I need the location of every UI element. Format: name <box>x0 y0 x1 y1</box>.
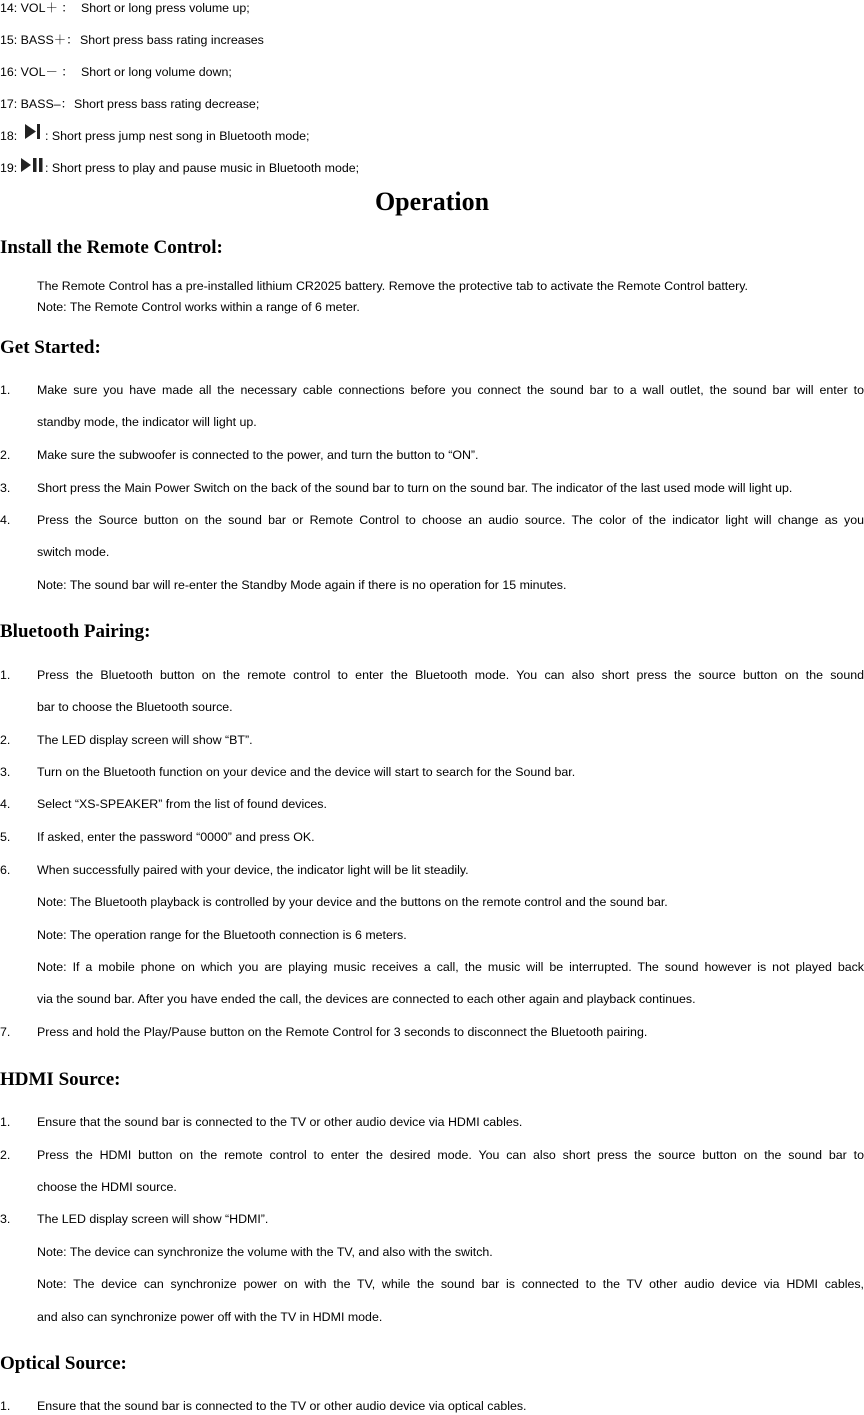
list-text: Make sure you have made all the necessary cable connections before you connect the sound bar to a wall outlet, the sound bar will enter to <box>37 383 864 397</box>
section-heading-optical: Optical Source: <box>0 1353 127 1374</box>
list-number: 3. <box>0 765 11 779</box>
list-number: 1. <box>0 383 11 397</box>
note-text: Note: The sound bar will re-enter the Standby Mode again if there is no operation for 15 minutes. <box>37 578 567 592</box>
list-text: The LED display screen will show “BT”. <box>37 733 253 747</box>
key-description: Short press bass rating increases <box>80 33 264 47</box>
note-text: Note: The operation range for the Bluetooth connection is 6 meters. <box>37 928 407 942</box>
list-text: Select “XS-SPEAKER” from the list of found devices. <box>37 797 327 811</box>
list-text: Turn on the Bluetooth function on your device and the device will start to search for the Sound bar. <box>37 765 576 779</box>
list-text: Press and hold the Play/Pause button on the Remote Control for 3 seconds to disconnect the Bluetooth pairing. <box>37 1025 648 1039</box>
list-number: 1. <box>0 1115 11 1129</box>
note-text: Note: The device can synchronize power on with the TV, while the sound bar is connected to the TV other audio device via HDMI cables, <box>37 1277 864 1291</box>
section-heading-install: Install the Remote Control: <box>0 237 223 258</box>
install-text: The Remote Control has a pre-installed lithium CR2025 battery. Remove the protective tab to activate the Remote Control battery. <box>37 279 748 293</box>
list-number: 3. <box>0 481 11 495</box>
key-label: 14: VOL＋ ： <box>0 1 74 15</box>
list-number: 1. <box>0 1399 11 1413</box>
list-text: When successfully paired with your device, the indicator light will be lit steadily. <box>37 863 469 877</box>
list-text-continued: bar to choose the Bluetooth source. <box>37 700 233 714</box>
list-text: Ensure that the sound bar is connected to the TV or other audio device via optical cables. <box>37 1399 527 1413</box>
list-text-continued: switch mode. <box>37 545 110 559</box>
note-text-continued: and also can synchronize power off with the TV in HDMI mode. <box>37 1310 383 1324</box>
section-heading-hdmi: HDMI Source: <box>0 1069 121 1090</box>
list-text: If asked, enter the password “0000” and press OK. <box>37 830 315 844</box>
play-pause-icon <box>20 157 44 177</box>
list-number: 2. <box>0 733 11 747</box>
key-label: 17: BASS–： <box>0 97 74 111</box>
list-text-continued: standby mode, the indicator will light up. <box>37 415 257 429</box>
list-number: 3. <box>0 1212 11 1226</box>
install-note: Note: The Remote Control works within a range of 6 meter. <box>37 300 360 314</box>
list-text: The LED display screen will show “HDMI”. <box>37 1212 269 1226</box>
key-description: Short press bass rating decrease; <box>74 97 260 111</box>
key-item-17 <box>0 96 260 112</box>
list-number: 5. <box>0 830 11 844</box>
list-text-continued: choose the HDMI source. <box>37 1180 177 1194</box>
section-heading-get-started: Get Started: <box>0 337 101 358</box>
list-number: 1. <box>0 668 11 682</box>
note-text: Note: If a mobile phone on which you are playing music receives a call, the music will be interrupted. The sound however is not played back <box>37 960 864 974</box>
page-title: Operation <box>374 187 490 216</box>
key-label: 15: BASS＋： <box>0 33 79 47</box>
key-description: : Short press jump nest song in Bluetooth mode; <box>45 129 310 143</box>
key-description: : Short press to play and pause music in Bluetooth mode; <box>45 161 360 175</box>
note-text: Note: The Bluetooth playback is controlled by your device and the buttons on the remote control and the sound bar. <box>37 895 668 909</box>
key-item-16 <box>0 64 232 80</box>
list-number: 7. <box>0 1025 11 1039</box>
list-number: 6. <box>0 863 11 877</box>
key-item-18 <box>0 128 310 144</box>
list-number: 2. <box>0 1148 11 1162</box>
section-heading-bluetooth: Bluetooth Pairing: <box>0 621 151 642</box>
key-item-14 <box>0 0 250 16</box>
list-text: Ensure that the sound bar is connected to the TV or other audio device via HDMI cables. <box>37 1115 523 1129</box>
key-description: Short or long press volume up; <box>81 1 250 15</box>
list-text: Press the HDMI button on the remote control to enter the desired mode. You can also short press the source button on the sound bar to <box>37 1148 864 1162</box>
list-number: 2. <box>0 448 11 462</box>
list-text: Press the Bluetooth button on the remote control to enter the Bluetooth mode. You can also short press the source button on the sound <box>37 668 864 682</box>
list-number: 4. <box>0 513 11 527</box>
list-number: 4. <box>0 797 11 811</box>
key-item-19 <box>0 160 360 176</box>
next-track-icon <box>24 123 42 144</box>
key-label: 18: <box>0 129 18 143</box>
list-text: Make sure the subwoofer is connected to the power, and turn the button to “ON”. <box>37 448 479 462</box>
key-description: Short or long volume down; <box>81 65 232 79</box>
list-text: Press the Source button on the sound bar or Remote Control to choose an audio source. The color of the indicator light will change as you <box>37 513 864 527</box>
key-label: 16: VOL－ ： <box>0 65 74 79</box>
key-label: 19: <box>0 161 18 175</box>
note-text-continued: via the sound bar. After you have ended the call, the devices are connected to each other again and playback continues. <box>37 992 696 1006</box>
key-item-15 <box>0 32 264 48</box>
list-text: Short press the Main Power Switch on the back of the sound bar to turn on the sound bar. The indicator of the last used mode will light up. <box>37 481 793 495</box>
note-text: Note: The device can synchronize the volume with the TV, and also with the switch. <box>37 1245 493 1259</box>
